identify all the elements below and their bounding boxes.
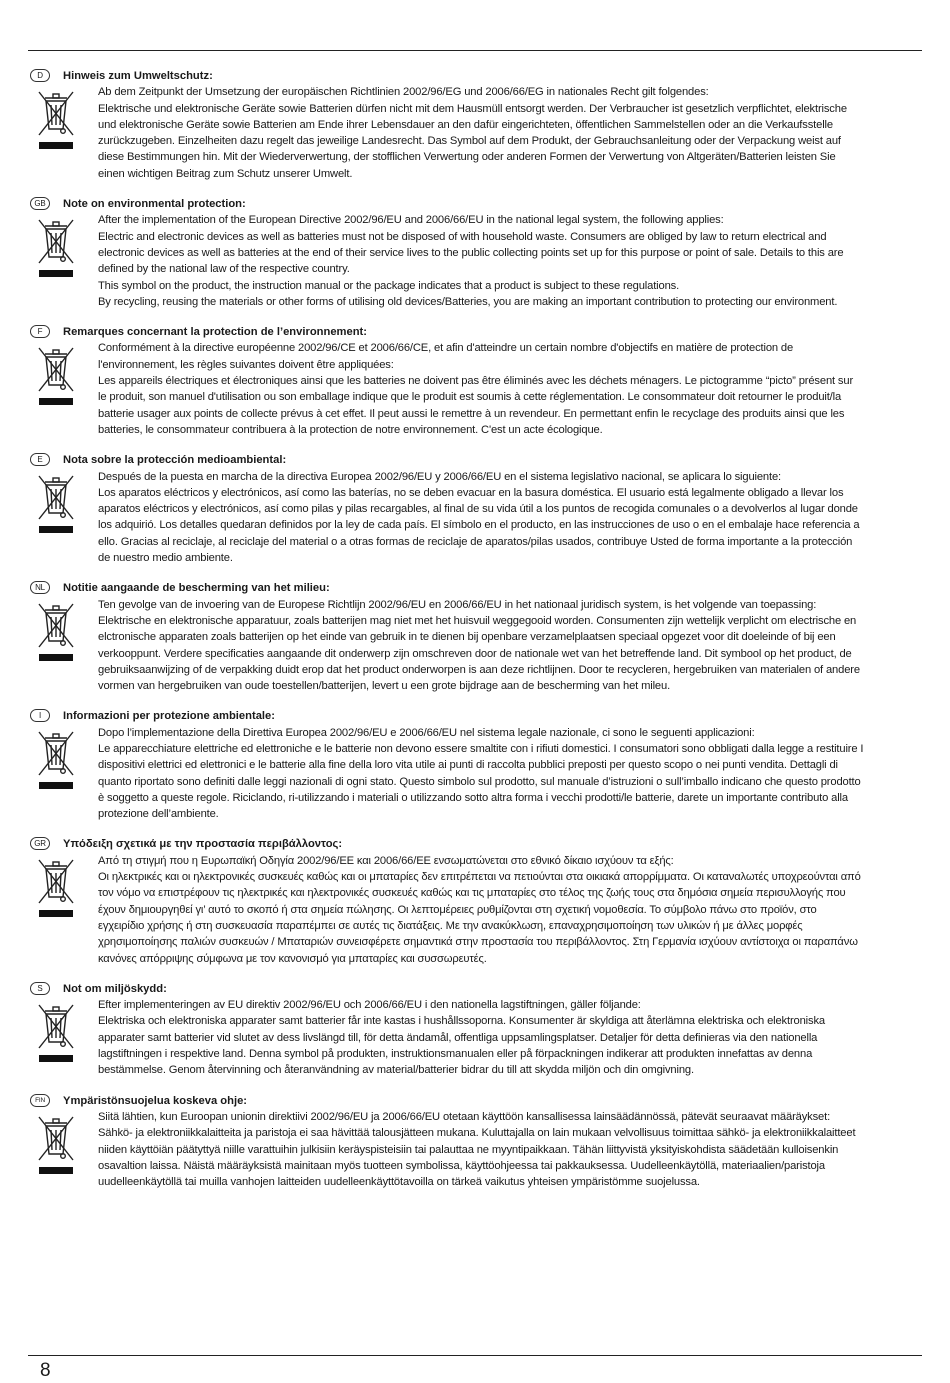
top-rule <box>28 50 922 51</box>
language-badge: GR <box>30 837 50 850</box>
section-body: After the implementation of the European Directive 2002/96/EU and 2006/66/EU in the national legal system, the following applies: Electric and electronic devices as well as batteries must not be disposed of with household waste. Consumers are obliged by law to return electrical and electronic devices as well as batteries at the end of their service lives to the public collecting points set up for this purpose or point of sale. Details to this are defined by the national law of the respective country. This symbol on the product, the instruction manual or the package indicates that a product is subject to these regulations. By recycling, reusing the materials or other forms of utilising old devices/Batteries, you are making an important contribution to protecting our environment. <box>98 214 844 308</box>
bottom-rule <box>28 1355 922 1356</box>
language-badge: E <box>30 453 50 466</box>
notice-section-f <box>0 324 950 438</box>
crossed-out-wheelie-bin-icon <box>36 472 76 536</box>
crossed-out-wheelie-bin-icon <box>36 728 76 792</box>
section-body: Dopo l’implementazione della Direttiva Europea 2002/96/EU e 2006/66/EU nel sistema legale nazionale, ci sono le seguenti applicazioni: Le apparecchiature elettriche ed elettroniche e le batterie non devono essere smaltite con i rifiuti domestici. I consumatori sono obbligati dalla legge a restituire I dispositivi elettrici ed elettronici e le batterie alla fine della loro vita utile ai punti di raccolta pubblici preposti per questo scopo o nei punti vendita. Dettagli di quanto riportato sono definiti dalle leggi nazionali di ogni stato. Questo simbolo sul prodotto, sul manuale d’istruzioni o sull’imballo indicano che questo prodotto è soggetto a queste regole. Riciclando, ri-utilizzando i materiali o utilizzando sotto altra forma i vecchi prodotti/le batterie, darete un importante contributo alla protezione dell’ambiente. <box>98 726 864 821</box>
section-body: Από τη στιγμή που η Ευρωπαϊκή Οδηγία 2002/96/ΕE και 2006/66/EE ενσωματώνεται στο εθνικό δίκαιο ισχύουν τα εξής: Οι ηλεκτρικές και οι ηλεκτρονικές συσκευές καθώς και οι μπαταρίες δεν επιτρέπεται να πετιούνται στα οικιακά απορρίμματα. Οι καταναλωτές υποχρεούνται από τον νόμο να επιστρέφουν τις ηλεκτρικές και ηλεκτρονικές συσκευές καθώς και τις μπαταρίες στο τέλος της ζωής τους στα δημόσια σημεία περισυλλογής που έχουν δημιουργηθεί γι’ αυτό το σκοπό ή στα σημεία πώλησης. Οι λεπτομέρειες ρυθμίζονται στη σχετική νομοθεσία. Το σύμβολο πάνω στο προϊόν, στο εγχειρίδιο χρήσης ή στη συσκευασία παραπέμπει σε αυτές τις διατάξεις. Με την ανακύκλωση, επαναχρησιμοποίηση των υλικών ή με άλλες μορφές χρησιμοποίησης παλιών συσκευών / Μπαταριών συνεισφέρετε σημαντικά στην προστασία του περιβάλλοντος. Στη Γερμανία ισχύουν αντίστοιχα οι παραπάνω κανόνες απόρριψης σύμφωνα με τον κανονισμό για μπαταρίες και συσσωρευτές. <box>98 854 861 965</box>
section-body: Efter implementeringen av EU direktiv 2002/96/EU och 2006/66/EU i den nationella lagstiftningen, gäller följande: Elektriska och elektroniska apparater samt batterier får inte kastas i hushållssoporna. Konsumenter är skyldiga att återlämna elektriska och elektroniska apparater samt batterier vid slutet av dess livslängd till, för detta ändamål, offentliga uppsamlingsplatser. Detaljer för detta definieras via den nationella lagstiftningen i respektive land. Denna symbol på produkten, instruktionsmanualen eller på förpackningen indikerar att produkten innefattas av denna bestämmelse. Genom återvinning och återanvändning av material/batterier bidrar du till att skydda miljön och din omgivning. <box>98 999 825 1077</box>
notice-section-s <box>0 981 950 1079</box>
notice-section-nl <box>0 580 950 694</box>
language-badge: D <box>30 69 50 82</box>
crossed-out-wheelie-bin-icon <box>36 88 76 152</box>
notice-section-fin <box>0 1093 950 1191</box>
language-badge: NL <box>30 581 50 594</box>
section-heading: Remarques concernant la protection de l’environnement: <box>63 326 367 339</box>
section-heading: Note on environmental protection: <box>63 198 246 211</box>
page-number: 8 <box>40 1360 51 1381</box>
notice-section-d <box>0 68 950 182</box>
section-body: Ab dem Zeitpunkt der Umsetzung der europäischen Richtlinien 2002/96/EG und 2006/66/EG in nationales Recht gilt folgendes: Elektrische und elektronische Geräte sowie Batterien dürfen nicht mit dem Hausmüll entsorgt werden. Der Verbraucher ist gesetzlich verpflichtet, elektrische und elektronische Geräte sowie Batterien am Ende ihrer Lebensdauer an den dafür eingerichteten, öffentlichen Sammelstellen oder an die Verkaufsstelle zurückzugeben. Einzelheiten dazu regelt das jeweilige Landesrecht. Das Symbol auf dem Produkt, der Gebrauchsanleitung oder der Verpackung weist auf diese Bestimmungen hin. Mit der Wiederverwertung, der stofflichen Verwertung oder anderen Formen der Verwertung von Altgeräten/Batterien leisten Sie einen wichtigen Beitrag zum Schutz unserer Umwelt. <box>98 86 847 180</box>
crossed-out-wheelie-bin-icon <box>36 856 76 920</box>
notice-section-i <box>0 708 950 822</box>
language-badge: GB <box>30 197 50 210</box>
crossed-out-wheelie-bin-icon <box>36 600 76 664</box>
section-body: Ten gevolge van de invoering van de Europese Richtlijn 2002/96/EU en 2006/66/EU in het nationaal juridisch system, is het volgende van toepassing: Elektrische en elektronische apparatuur, zoals batterijen mag niet met het huisvuil weggegooid worden. Consumenten zijn wettelijk verplicht om electrische en elctronische apparaten zoals batterijen op het einde van gebruik in te dienen bij openbare verzamelplaatsen speciaal opgezet voor dit doeleinde of bij een verkooppunt. Verdere specificaties aangaande dit onderwerp zijn omschreven door de nationale wet van het betreffende land. Dit symbool op het product, de gebruiksaanwijzing of de verpakking duidt erop dat het product onderworpen is aan deze richtlijnen. Door te recycleren, hergebruiken van materialen of andere vormen van hergebruiken van oude toestellen/batterijen, levert u een grote bijdrage aan de bescherming van het mileu. <box>98 598 860 693</box>
crossed-out-wheelie-bin-icon <box>36 344 76 408</box>
section-heading: Nota sobre la protección medioambiental: <box>63 454 287 467</box>
section-heading: Informazioni per protezione ambientale: <box>63 710 275 723</box>
language-badge: FIN <box>30 1094 50 1107</box>
sections-container <box>0 68 950 1204</box>
section-heading: Hinweis zum Umweltschutz: <box>63 70 213 82</box>
section-heading: Υπόδειξη σχετικά με την προστασία περιβάλλοντος: <box>63 838 343 851</box>
crossed-out-wheelie-bin-icon <box>36 216 76 280</box>
notice-section-gb <box>0 196 950 310</box>
notice-section-e <box>0 452 950 566</box>
section-body: Siitä lähtien, kun Euroopan unionin direktiivi 2002/96/EU ja 2006/66/EU otetaan käyttöön kansallisessa lainsäädännössä, pätevät seuraavat määräykset: Sähkö- ja elektroniikkalaitteita ja paristoja ei saa hävittää talousjätteen mukana. Kuluttajalla on lain mukaan velvollisuus toimittaa sähkö- ja elektroniikkalaitteet niiden käyttöiän päätyttyä niille varattuihin julkisiin keräyspisteisiin tai palauttaa ne myyntipaikkaan. Tähän liittyvistä yksityiskohdista säädetään kulloisenkin osavaltion laissa. Näistä määräyksistä mainitaan myös tuotteen symbolissa, käyttöohjeessa tai pakkauksessa. Uudelleenkäytöllä, materiaalien/paristoja uudelleenkäytöllä tai muilla vanhojen laitteiden uudelleenkäyttötavoilla on tärkeä vaikutus yhteisen ympäristömme suojelussa. <box>98 1110 856 1189</box>
section-heading: Notitie aangaande de bescherming van het milieu: <box>63 582 330 595</box>
section-heading: Not om miljöskydd: <box>63 982 167 995</box>
crossed-out-wheelie-bin-icon <box>36 1001 76 1065</box>
notice-section-gr <box>0 836 950 966</box>
section-heading: Ympäristönsuojelua koskeva ohje: <box>63 1094 248 1107</box>
crossed-out-wheelie-bin-icon <box>36 1113 76 1177</box>
language-badge: F <box>30 325 50 338</box>
section-body: Después de la puesta en marcha de la directiva Europea 2002/96/EU y 2006/66/EU en el sistema legislativo nacional, se aplicara lo siguiente: Los aparatos eléctricos y electrónicos, así como las baterías, no se deben evacuar en la basura doméstica. El usuario está legalmente obligado a llevar los aparatos eléctricos y electrónicos, así como pilas y pilas recargables, al final de su vida útil a los puntos de recogida comunales o a devolverlos al lugar donde los adquirió. Los detalles quedaran definidos por la ley de cada país. El símbolo en el producto, en las instrucciones de uso o en el embalaje hace referencia a ello. Gracias al reciclaje, al reciclaje del material o a otras formas de reciclaje de aparatos/pilas usados, contribuye Usted de forma importante a la protección de nuestro medio ambiente. <box>98 470 860 565</box>
language-badge: S <box>30 982 50 995</box>
section-body: Conformément à la directive européenne 2002/96/CE et 2006/66/CE, et afin d'atteindre un certain nombre d'objectifs en matière de protection de l'environnement, les règles suivantes doivent être appliquées: Les appareils électriques et électroniques ainsi que les batteries ne doivent pas être éliminés avec les déchets ménagers. Le pictogramme “picto” présent sur le produit, son manuel d'utilisation ou son emballage indique que le produit est soumis à cette réglementation. Le consommateur doit retourner le produit/la batterie usager aux points de collecte prévus à cet effet. Il peut aussi le remettre à un revendeur. En permettant enfin le recyclage des produits ainsi que les batteries, le consommateur contribuera à la protection de notre environnement. C'est un acte écologique. <box>98 342 854 436</box>
language-badge: I <box>30 709 50 722</box>
